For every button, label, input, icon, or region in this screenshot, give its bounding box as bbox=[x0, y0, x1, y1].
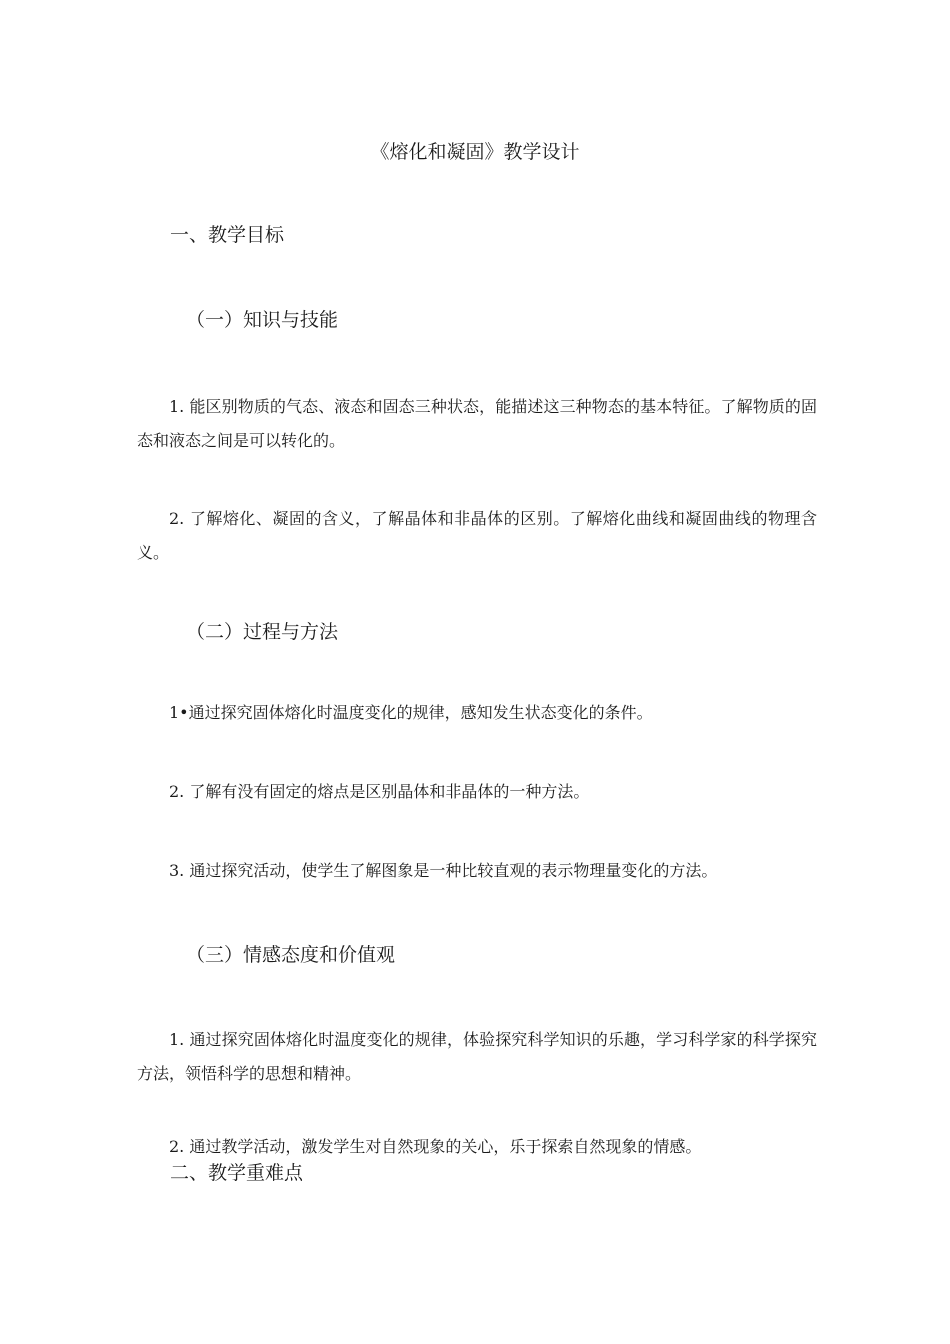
paragraph-attitude-item-1: 1. 通过探究固体熔化时温度变化的规律，体验探究科学知识的乐趣，学习科学家的科学探究方法，领悟科学的思想和精神。 bbox=[137, 1030, 817, 1083]
paragraph-process-item-2: 2. 了解有没有固定的熔点是区别晶体和非晶体的一种方法。 bbox=[169, 782, 590, 801]
paragraph-knowledge-item-1: 1. 能区别物质的气态、液态和固态三种状态，能描述这三种物态的基本特征。了解物质的固态和液态之间是可以转化的。 bbox=[137, 397, 817, 450]
subsection-heading-knowledge-skills: （一）知识与技能 bbox=[186, 309, 339, 331]
subsection-heading-process-method: （二）过程与方法 bbox=[186, 621, 339, 643]
paragraph-process-item-1: 1•通过探究固体熔化时温度变化的规律，感知发生状态变化的条件。 bbox=[169, 703, 653, 722]
section-heading-key-difficulties: 二、教学重难点 bbox=[170, 1162, 304, 1184]
subsection-heading-attitudes-values: （三）情感态度和价值观 bbox=[186, 944, 396, 966]
paragraph-process-item-3: 3. 通过探究活动，使学生了解图象是一种比较直观的表示物理量变化的方法。 bbox=[169, 861, 718, 880]
paragraph-knowledge-item-2: 2. 了解熔化、凝固的含义，了解晶体和非晶体的区别。了解熔化曲线和凝固曲线的物理含义。 bbox=[137, 509, 817, 562]
paragraph-attitude-item-2: 2. 通过教学活动，激发学生对自然现象的关心，乐于探索自然现象的情感。 bbox=[169, 1137, 702, 1156]
document-title: 《熔化和凝固》教学设计 bbox=[370, 141, 580, 163]
section-heading-teaching-goals: 一、教学目标 bbox=[170, 224, 285, 246]
